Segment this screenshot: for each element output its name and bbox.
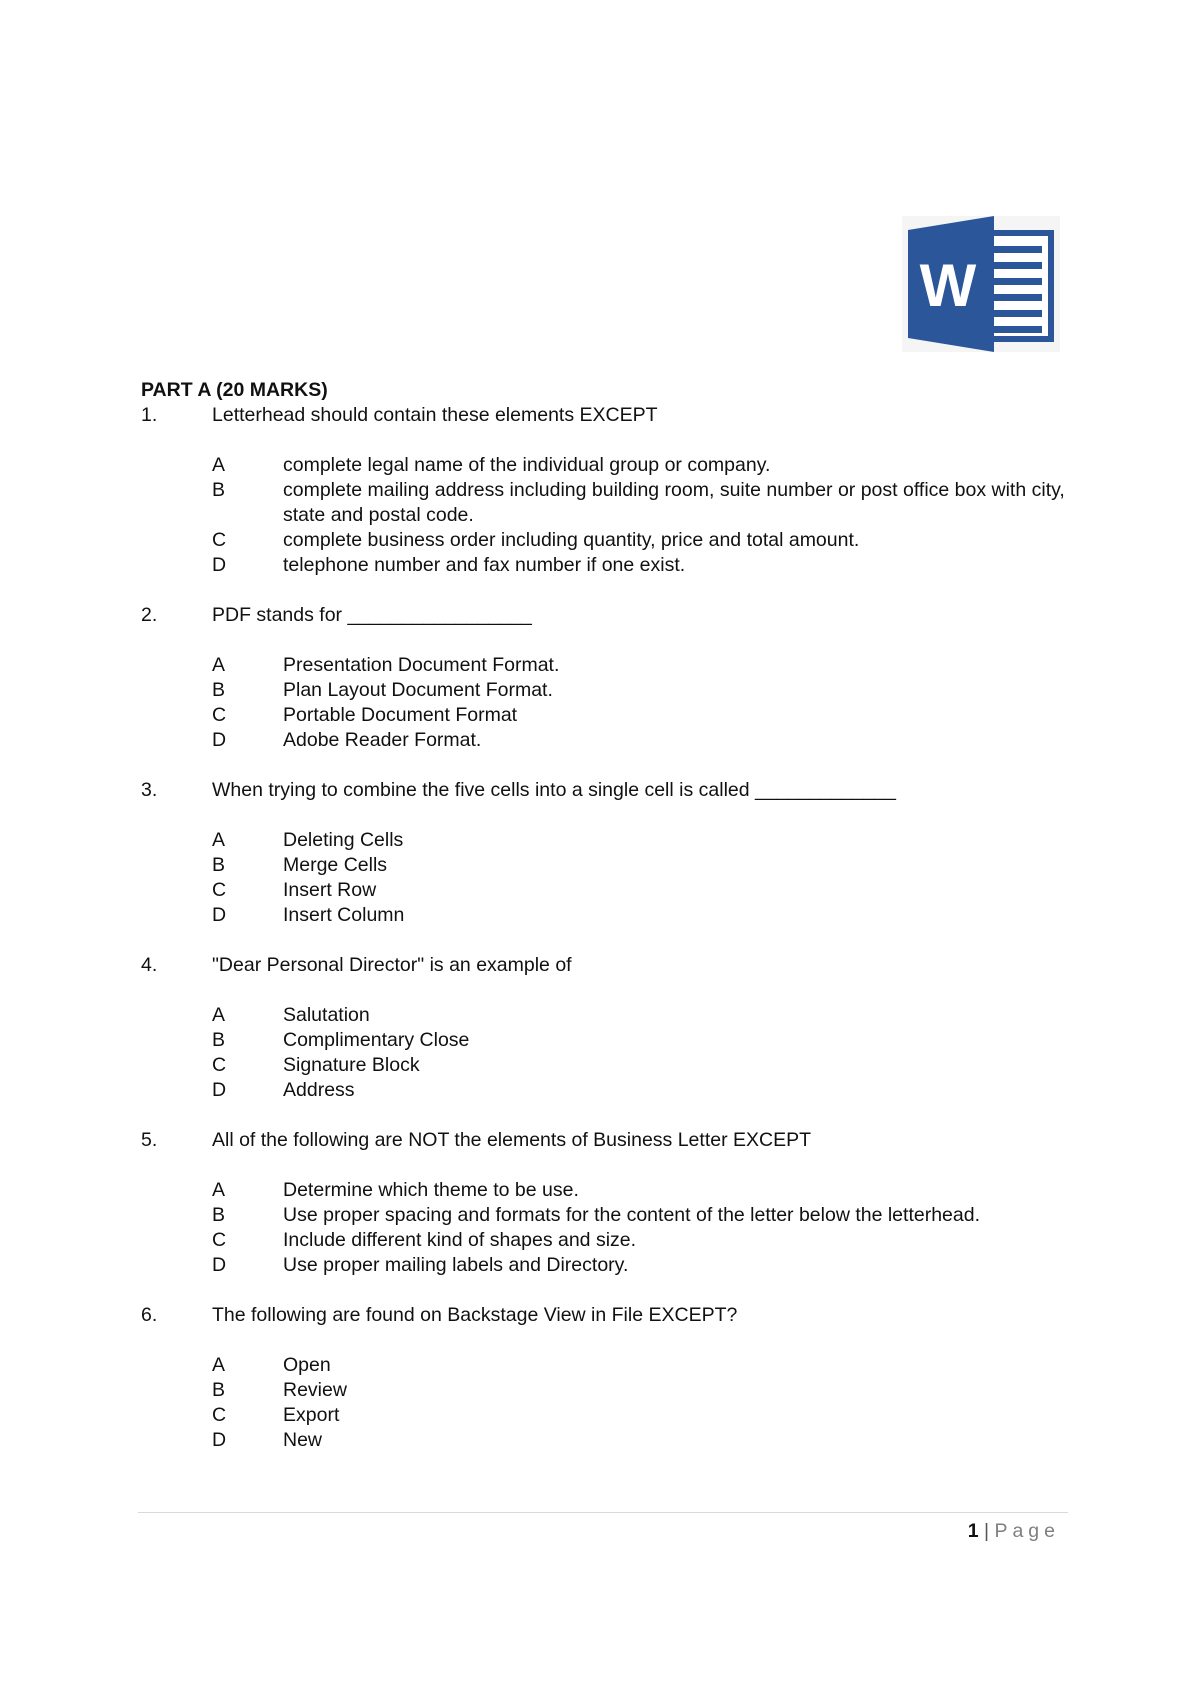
option-letter: C xyxy=(212,1054,227,1076)
question-stem xyxy=(141,1303,1081,1328)
answer-option xyxy=(141,653,1081,678)
footer-separator: | xyxy=(978,1520,995,1542)
question-stem xyxy=(141,1128,1081,1153)
option-text: telephone number and fax number if one exist. xyxy=(283,554,686,576)
answer-option xyxy=(141,728,1081,753)
option-text: Address xyxy=(283,1079,355,1101)
answer-option xyxy=(141,1053,1081,1078)
word-logo-svg xyxy=(902,216,1060,352)
option-letter: B xyxy=(212,679,226,701)
question-number: 2. xyxy=(141,604,158,626)
option-text: Use proper mailing labels and Directory. xyxy=(283,1254,629,1276)
answer-option xyxy=(141,1403,1081,1428)
option-text: Include different kind of shapes and size. xyxy=(283,1229,637,1251)
option-text: complete business order including quantity, price and total amount. xyxy=(283,529,860,551)
answer-option xyxy=(141,553,1081,578)
question-stem xyxy=(141,953,1081,978)
option-letter: D xyxy=(212,904,227,926)
option-letter: C xyxy=(212,704,227,726)
option-text: complete legal name of the individual group or company. xyxy=(283,454,771,476)
answer-option xyxy=(141,1253,1081,1278)
answer-option xyxy=(141,528,1081,553)
question-number: 4. xyxy=(141,954,158,976)
option-text: Portable Document Format xyxy=(283,704,518,726)
question-text: When trying to combine the five cells into a single cell is called _____________ xyxy=(212,779,896,801)
option-letter: A xyxy=(212,1354,226,1376)
option-text: Insert Row xyxy=(283,879,377,901)
question-1 xyxy=(141,403,1081,578)
part-title: PART A (20 MARKS) xyxy=(141,379,328,401)
option-letter: D xyxy=(212,1254,227,1276)
option-letter: D xyxy=(212,1079,227,1101)
option-list xyxy=(141,828,1081,928)
option-text: Plan Layout Document Format. xyxy=(283,679,553,701)
option-letter: C xyxy=(212,1229,227,1251)
option-text: Adobe Reader Format. xyxy=(283,729,482,751)
option-list xyxy=(141,653,1081,753)
option-text: Merge Cells xyxy=(283,854,388,876)
option-letter: A xyxy=(212,454,226,476)
question-5 xyxy=(141,1128,1081,1278)
answer-option xyxy=(141,878,1081,903)
word-logo-letter: W xyxy=(919,252,977,319)
option-letter: B xyxy=(212,854,226,876)
answer-option xyxy=(141,853,1081,878)
option-letter: B xyxy=(212,1204,226,1226)
footer-divider xyxy=(138,1512,1068,1513)
question-text: PDF stands for _________________ xyxy=(212,604,532,626)
option-list xyxy=(141,1178,1081,1278)
option-text: Insert Column xyxy=(283,904,405,926)
option-letter: D xyxy=(212,729,227,751)
question-number: 1. xyxy=(141,404,158,426)
page-footer xyxy=(968,1519,1060,1544)
option-text: Review xyxy=(283,1379,347,1401)
question-text: The following are found on Backstage View in File EXCEPT? xyxy=(212,1304,738,1326)
word-logo-icon xyxy=(902,216,1060,352)
answer-option xyxy=(141,828,1081,853)
option-text: Signature Block xyxy=(283,1054,420,1076)
question-number: 3. xyxy=(141,779,158,801)
exam-content xyxy=(141,378,1081,1478)
question-number: 6. xyxy=(141,1304,158,1326)
question-stem xyxy=(141,403,1081,428)
answer-option xyxy=(141,1203,1081,1228)
answer-option xyxy=(141,678,1081,703)
answer-option xyxy=(141,1228,1081,1253)
option-letter: B xyxy=(212,1029,226,1051)
answer-option xyxy=(141,1003,1081,1028)
question-6 xyxy=(141,1303,1081,1453)
option-letter: C xyxy=(212,879,227,901)
option-text: Deleting Cells xyxy=(283,829,404,851)
answer-option xyxy=(141,1428,1081,1453)
option-list xyxy=(141,1353,1081,1453)
option-text: Complimentary Close xyxy=(283,1029,470,1051)
option-list xyxy=(141,1003,1081,1103)
question-list xyxy=(141,403,1081,1453)
option-letter: B xyxy=(212,479,226,501)
question-4 xyxy=(141,953,1081,1103)
option-text: Salutation xyxy=(283,1004,370,1026)
question-3 xyxy=(141,778,1081,928)
option-letter: D xyxy=(212,554,227,576)
option-letter: A xyxy=(212,1004,226,1026)
answer-option xyxy=(141,1378,1081,1403)
answer-option xyxy=(141,903,1081,928)
answer-option xyxy=(141,1078,1081,1103)
option-letter: A xyxy=(212,654,226,676)
answer-option xyxy=(141,453,1081,478)
option-letter: B xyxy=(212,1379,226,1401)
option-list xyxy=(141,453,1081,578)
answer-option xyxy=(141,703,1081,728)
question-stem xyxy=(141,603,1081,628)
page-number: 1 xyxy=(967,1520,979,1542)
answer-option xyxy=(141,478,1081,528)
option-letter: A xyxy=(212,829,226,851)
question-2 xyxy=(141,603,1081,753)
question-stem xyxy=(141,778,1081,803)
question-number: 5. xyxy=(141,1129,158,1151)
option-text: Open xyxy=(283,1354,331,1376)
option-text: Presentation Document Format. xyxy=(283,654,560,676)
question-text: Letterhead should contain these elements EXCEPT xyxy=(212,404,658,426)
option-letter: A xyxy=(212,1179,226,1201)
option-letter: D xyxy=(212,1429,227,1451)
option-text: Export xyxy=(283,1404,340,1426)
answer-option xyxy=(141,1178,1081,1203)
option-letter: C xyxy=(212,1404,227,1426)
option-text: New xyxy=(283,1429,323,1451)
question-text: "Dear Personal Director" is an example of xyxy=(212,954,572,976)
option-text: Use proper spacing and formats for the content of the letter below the letterhead. xyxy=(283,1204,980,1226)
page-label: Page xyxy=(994,1520,1060,1542)
option-letter: C xyxy=(212,529,227,551)
answer-option xyxy=(141,1028,1081,1053)
option-text: complete mailing address including building room, suite number or post office box with city, state and postal code. xyxy=(283,479,1065,526)
question-text: All of the following are NOT the elements of Business Letter EXCEPT xyxy=(212,1129,812,1151)
option-text: Determine which theme to be use. xyxy=(283,1179,579,1201)
answer-option xyxy=(141,1353,1081,1378)
